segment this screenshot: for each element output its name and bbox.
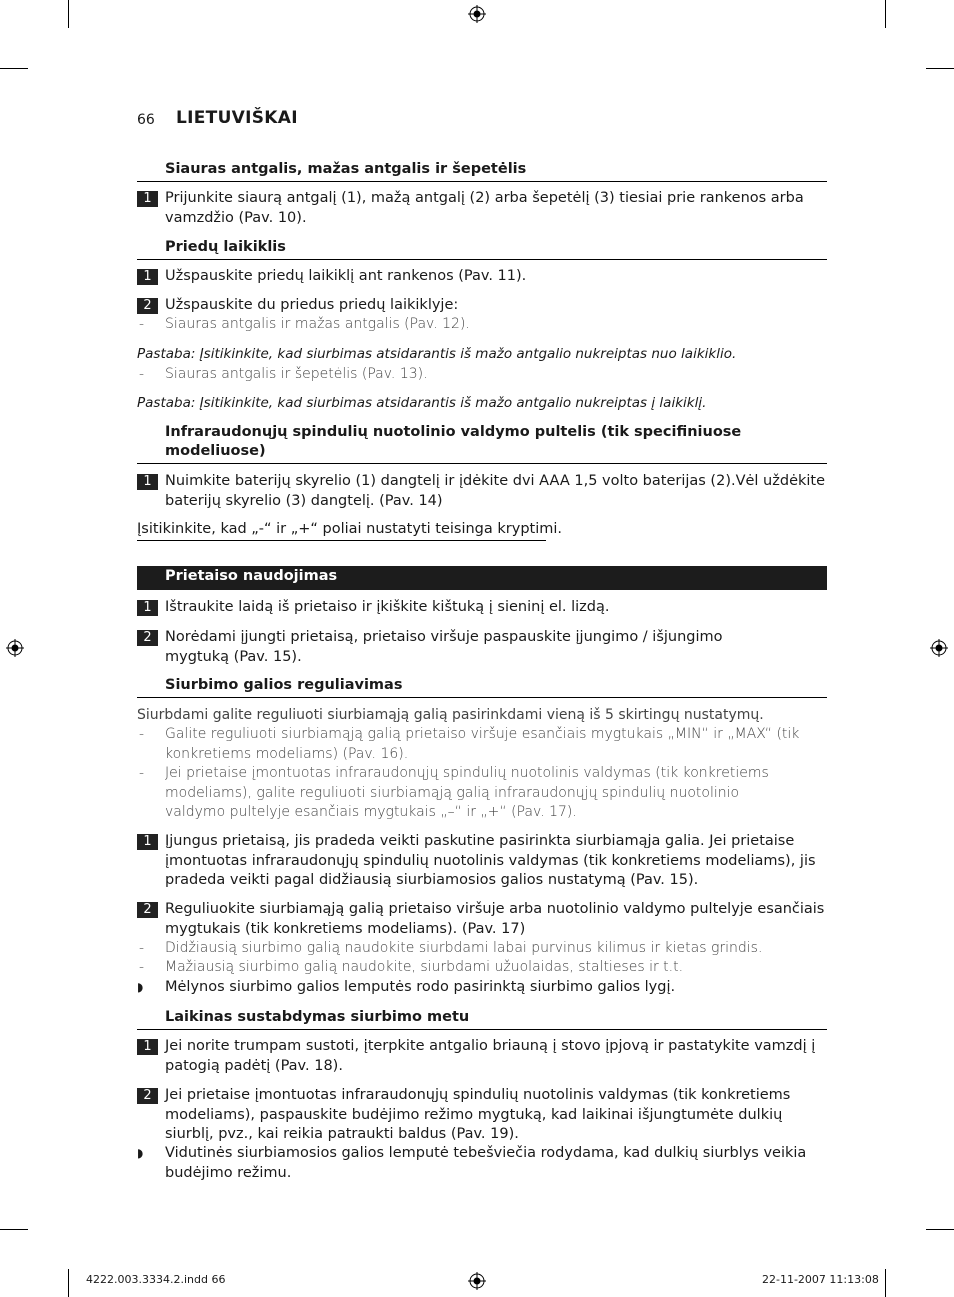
dash-item (137, 764, 827, 823)
dash-item (137, 315, 827, 335)
dash-mark: - (139, 959, 145, 975)
step-number: 1 (137, 474, 158, 490)
page-number: 66 (137, 112, 155, 128)
step-text: Nuimkite baterijų skyrelio (1) dangtelį ir įdėkite dvi AAA 1,5 volto baterijas (2).Vėl uždėkite baterijų skyrelio (3) dangtelį. (Pav. 14) (165, 473, 826, 509)
step-item (137, 267, 827, 287)
language-heading: LIETUVIŠKAI (176, 108, 298, 128)
bullet-item (137, 1144, 827, 1183)
step-number: 2 (137, 630, 158, 646)
dash-item (137, 365, 827, 385)
step-text: Užspauskite du priedus priedų laikiklyje: (165, 297, 459, 313)
underline-rule (137, 540, 546, 541)
step-number: 1 (137, 1039, 158, 1055)
crop-mark (885, 0, 886, 28)
step-number: 1 (137, 834, 158, 850)
dash-mark: - (139, 726, 145, 742)
step-item (137, 1037, 827, 1076)
step-item (137, 189, 827, 228)
section-title: Siurbimo galios reguliavimas (165, 677, 403, 693)
bullet-icon: ◗ (137, 1146, 144, 1160)
section-title: Prietaiso naudojimas (165, 568, 338, 584)
step-item (137, 598, 827, 618)
dash-text: Siauras antgalis ir šepetėlis (Pav. 13). (165, 366, 428, 382)
dash-text: Mažiausią siurbimo galią naudokite, siurbdami užuolaidas, staltieses ir t.t. (165, 959, 684, 975)
step-number: 2 (137, 1088, 158, 1104)
dash-item (137, 958, 827, 978)
registration-mark-icon (468, 1272, 486, 1290)
step-item (137, 628, 827, 667)
crop-mark (0, 68, 28, 69)
dash-mark: - (139, 765, 145, 781)
step-item (137, 900, 827, 939)
dash-text: Galite reguliuoti siurbiamąją galią prietaiso viršuje esančiais mygtukais „MIN“ ir „MAX“ (tik konkretiems modeliams) (Pav. 16). (165, 726, 800, 762)
crop-mark (68, 0, 69, 28)
step-item (137, 1086, 827, 1145)
crop-mark (885, 1269, 886, 1297)
step-text: Užspauskite priedų laikiklį ant rankenos (Pav. 11). (165, 268, 527, 284)
section-title: Infraraudonųjų spindulių nuotolinio valdymo pultelis (tik specifiniuose modeliuose) (165, 424, 742, 459)
dash-text: Didžiausią siurbimo galią naudokite siurbdami labai purvinus kilimus ir kietas grindis. (165, 940, 763, 956)
bullet-item (137, 978, 827, 998)
intro-text: Siurbdami galite reguliuoti siurbiamąją galią pasirinkdami vieną iš 5 skirtingų nustatymų. (137, 707, 764, 723)
step-text: Norėdami įjungti prietaisą, prietaiso viršuje paspauskite įjungimo / išjungimo mygtuką (Pav. 15). (165, 629, 723, 665)
dash-item (137, 725, 827, 764)
dash-item (137, 939, 827, 959)
section-title: Priedų laikiklis (165, 239, 286, 255)
crop-mark (926, 1229, 954, 1230)
check-text: Įsitikinkite, kad „-“ ir „+“ poliai nustatyti teisinga kryptimi. (137, 521, 563, 537)
step-number: 2 (137, 902, 158, 918)
note-text: Pastaba: Įsitikinkite, kad siurbimas atsidarantis iš mažo antgalio nukreiptas į laikiklį. (137, 395, 707, 411)
registration-mark-icon (6, 639, 24, 657)
dash-text: Siauras antgalis ir mažas antgalis (Pav. 12). (165, 316, 470, 332)
crop-mark (68, 1269, 69, 1297)
dash-mark: - (139, 940, 145, 956)
step-text: Įjungus prietaisą, jis pradeda veikti paskutine pasirinkta siurbiamąja galia. Jei prietaise įmontuotas infraraudonųjų spindulių nuotolinis valdymas (tik konkretiems modeliams), jis pradeda veikti pagal didžiausią siurbiamosios galios nustatymą (Pav. 15). (165, 833, 816, 888)
section-rule (137, 181, 827, 182)
step-text: Reguliuokite siurbiamąją galią prietaiso viršuje arba nuotolinio valdymo pultelyje esančiais mygtukais (tik konkretiems modeliams). (Pav. 17) (165, 901, 825, 937)
step-item (137, 832, 827, 891)
bullet-icon: ◗ (137, 980, 144, 994)
dash-mark: - (139, 316, 145, 332)
section-rule (137, 463, 827, 464)
step-text: Ištraukite laidą iš prietaiso ir įkiškite kištuką į sieninį el. lizdą. (165, 599, 610, 615)
bullet-text: Mėlynos siurbimo galios lemputės rodo pasirinktą siurbimo galios lygį. (165, 979, 676, 995)
step-text: Jei prietaise įmontuotas infraraudonųjų spindulių nuotolinis valdymas (tik konkretiems modeliams), paspauskite budėjimo režimo mygtuką, kad laikinai išjungtumėte dulkių siurblį, pvz., kai reikia patraukti baldus (Pav. 19). (165, 1087, 791, 1142)
section-rule (137, 697, 827, 698)
dash-text: Jei prietaise įmontuotas infraraudonųjų spindulių nuotolinis valdymas (tik konkretiems modeliams), galite reguliuoti siurbiamąją galią infraraudonųjų spindulių nuotolinio valdymo pultelyje esančiais mygtukais „–“ ir „+“ (Pav. 17). (165, 765, 769, 820)
section-band (137, 566, 827, 590)
step-text: Prijunkite siaurą antgalį (1), mažą antgalį (2) arba šepetėlį (3) tiesiai prie rankenos arba vamzdžio (Pav. 10). (165, 190, 804, 226)
date-slug: 22-11-2007 11:13:08 (762, 1273, 879, 1286)
dash-mark: - (139, 366, 145, 382)
crop-mark (926, 68, 954, 69)
step-text: Jei norite trumpam sustoti, įterpkite antgalio briauną į stovo įpjovą ir pastatykite vamzdį į patogią padėtį (Pav. 18). (165, 1038, 816, 1074)
file-slug: 4222.003.3334.2.indd 66 (86, 1273, 226, 1286)
bullet-text: Vidutinės siurbiamosios galios lemputė tebešviečia rodydama, kad dulkių siurblys veikia budėjimo režimu. (165, 1145, 807, 1181)
section-rule (137, 259, 827, 260)
section-rule (137, 1029, 827, 1030)
registration-mark-icon (930, 639, 948, 657)
crop-mark (0, 1229, 28, 1230)
step-number: 1 (137, 191, 158, 207)
registration-mark-icon (468, 5, 486, 23)
step-item (137, 296, 827, 316)
section-title: Laikinas sustabdymas siurbimo metu (165, 1009, 470, 1025)
step-item (137, 472, 827, 511)
section-title: Siauras antgalis, mažas antgalis ir šepetėlis (165, 161, 527, 177)
step-number: 1 (137, 600, 158, 616)
step-number: 1 (137, 269, 158, 285)
note-text: Pastaba: Įsitikinkite, kad siurbimas atsidarantis iš mažo antgalio nukreiptas nuo laikiklio. (137, 346, 737, 362)
step-number: 2 (137, 298, 158, 314)
